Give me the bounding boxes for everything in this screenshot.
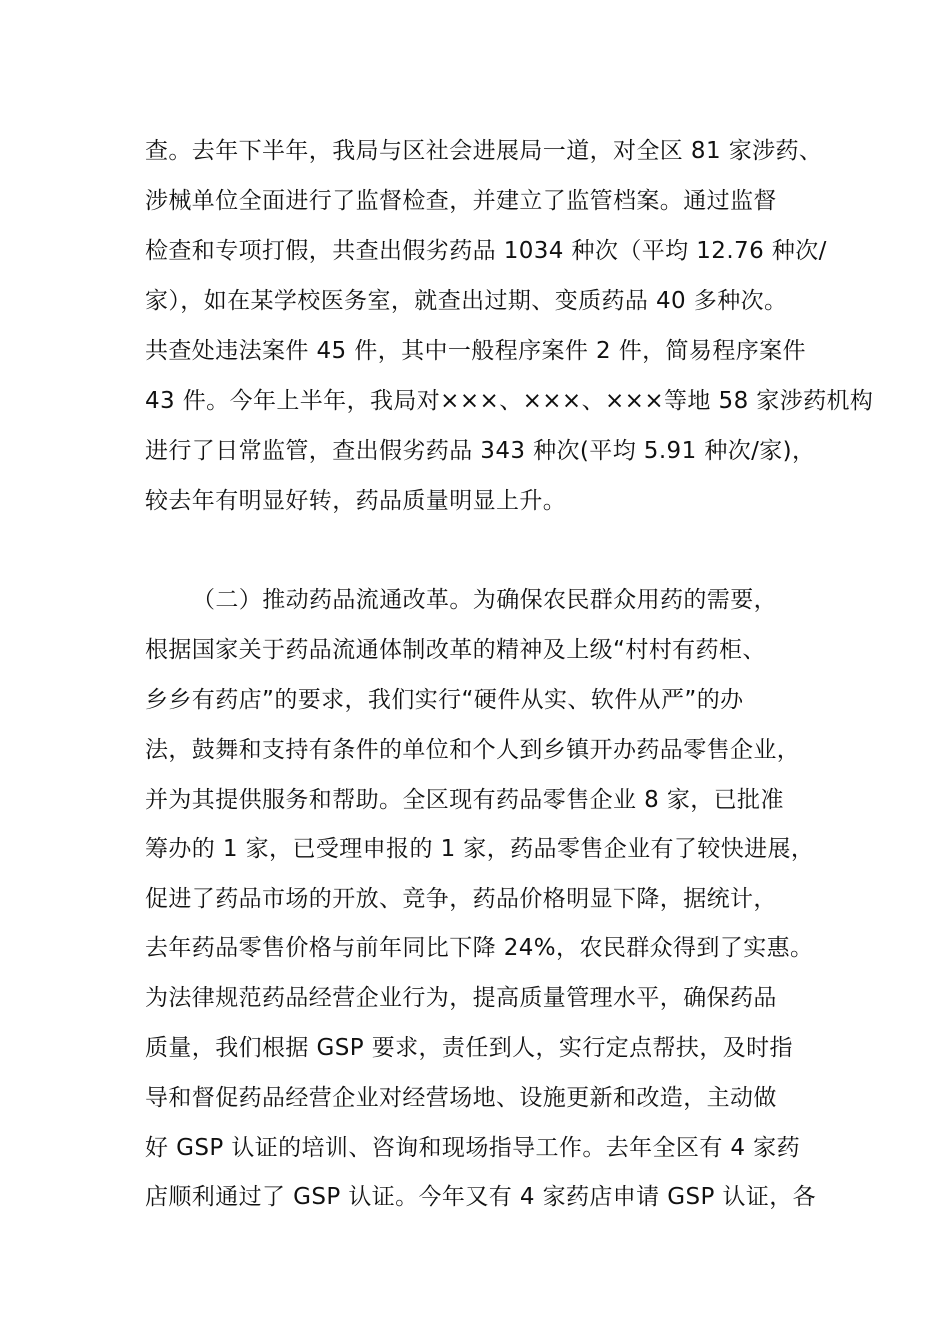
paragraph-2-line: 根据国家关于药品流通体制改革的精神及上级“村村有药柜、	[145, 637, 766, 663]
paragraph-2-line: 为法律规范药品经营企业行为，提高质量管理水平，确保药品	[145, 985, 777, 1011]
paragraph-1-line: 家），如在某学校医务室，就查出过期、变质药品 40 多种次。	[145, 288, 788, 314]
paragraph-2-line: 去年药品零售价格与前年同比下降 24%，农民群众得到了实惠。	[145, 935, 814, 961]
paragraph-1-line: 共查处违法案件 45 件，其中一般程序案件 2 件，简易程序案件	[145, 338, 806, 364]
paragraph-2-line: 法，鼓舞和支持有条件的单位和个人到乡镇开办药品零售企业，	[145, 737, 801, 763]
paragraph-1-line: 查。去年下半年，我局与区社会进展局一道，对全区 81 家涉药、	[145, 138, 823, 164]
paragraph-2-line: 促进了药品市场的开放、竞争，药品价格明显下降，据统计，	[145, 886, 777, 912]
paragraph-2-line: 乡乡有药店”的要求，我们实行“硬件从实、软件从严”的办	[145, 687, 744, 713]
paragraph-2-line: 导和督促药品经营企业对经营场地、设施更新和改造，主动做	[145, 1085, 777, 1111]
paragraph-2-line: 好 GSP 认证的培训、咨询和现场指导工作。去年全区有 4 家药	[145, 1135, 800, 1161]
paragraph-2-line: 店顺利通过了 GSP 认证。今年又有 4 家药店申请 GSP 认证，各	[145, 1184, 817, 1210]
paragraph-1-line: 43 件。今年上半年，我局对×××、×××、×××等地 58 家涉药机构	[145, 388, 874, 414]
paragraph-1-line: 涉械单位全面进行了监督检查，并建立了监管档案。通过监督	[145, 188, 777, 214]
paragraph-2-line: （二）推动药品流通改革。为确保农民群众用药的需要，	[192, 587, 777, 613]
paragraph-2-line: 并为其提供服务和帮助。全区现有药品零售企业 8 家，已批准	[145, 787, 784, 813]
paragraph-2-line: 质量，我们根据 GSP 要求，责任到人，实行定点帮扶，及时指	[145, 1035, 793, 1061]
paragraph-2-line: 筹办的 1 家，已受理申报的 1 家，药品零售企业有了较快进展，	[145, 836, 815, 862]
paragraph-1-line: 检查和专项打假，共查出假劣药品 1034 种次（平均 12.76 种次/	[145, 238, 827, 264]
paragraph-1-line: 较去年有明显好转，药品质量明显上升。	[145, 488, 567, 514]
paragraph-1-line: 进行了日常监管，查出假劣药品 343 种次(平均 5.91 种次/家)，	[145, 438, 816, 464]
